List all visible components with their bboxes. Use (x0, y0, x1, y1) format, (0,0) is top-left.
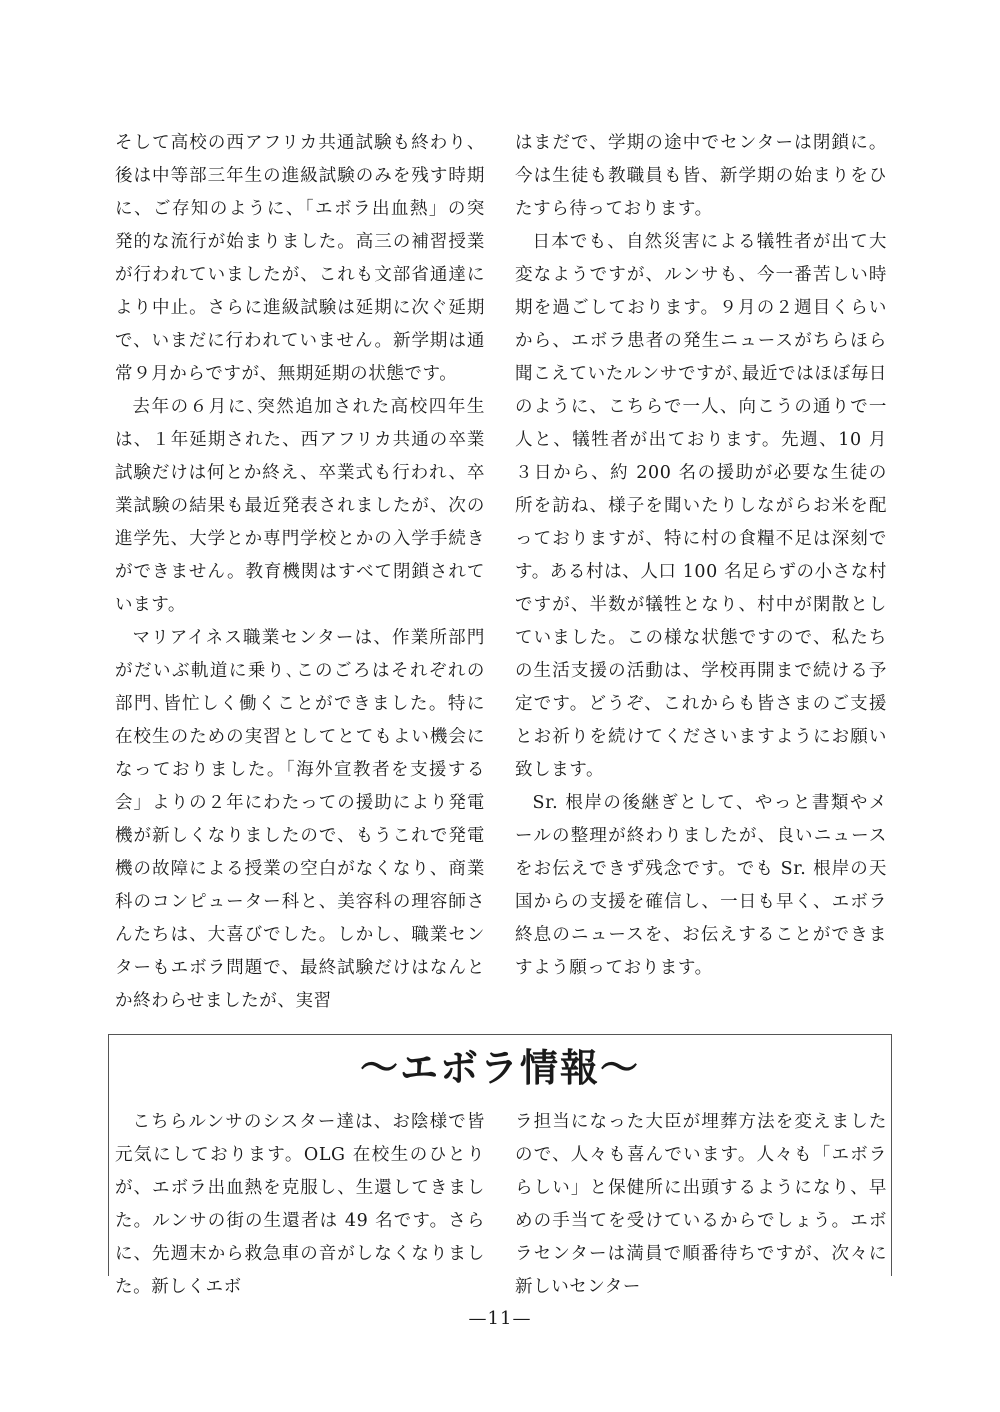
page-number: —11— (468, 1308, 532, 1329)
ebola-box-right-column (515, 1106, 887, 1304)
ebola-box-left-column (115, 1106, 485, 1304)
ebola-box-right-text: ラ担当になった大臣が埋葬方法を変えましたので、人々も喜んでいます。人々も「エボラらしい」と保健所に出頭するようになり、早めの手当てを受けているからでしょう。エボラセンターは満員で順番待ちですが、次々に新しいセンター (515, 1112, 887, 1297)
paragraph-lunsar-situation: 日本でも、自然災害による犠牲者が出て大変なようですが、ルンサも、今一番苦しい時期を過ごしております。９月の２週目くらいから、エボラ患者の発生ニュースがちらほら聞こえていたルンサですが､最近ではほぼ毎日のように、こちらで一人、向こうの通りで一人と、犠牲者が出ております。先週、10 月３日から、約 200 名の援助が必要な生徒の所を訪ね、様子を聞いたりしながらお米を配っておりますが、特に村の食糧不足は深刻です。ある村は、人口 100 名足らずの小さな村ですが、半数が犠牲となり、村中が閑散としていました。この様な状態ですので、私たちの生活支援の活動は、学校再開まで続ける予定です。どうぞ、これからも皆さまのご支援とお祈りを続けてくださいますようにお願い致します。 (515, 232, 887, 780)
article-left-column (115, 127, 485, 1018)
article-right-column (515, 127, 887, 985)
paragraph-vocational-center: マリアイネス職業センターは、作業所部門がだいぶ軌道に乗り､このごろはそれぞれの部門､皆忙しく働くことができました。特に在校生のための実習としてとてもよい機会になっておりました。「海外宣教者を支援する会」よりの２年にわたっての援助により発電機が新しくなりましたので、もうこれで発電機の故障による授業の空白がなくなり、商業科のコンピューター科と、美容科の理容師さんたちは、大喜びでした。しかし、職業センターもエボラ問題で、最終試験だけはなんとか終わらせましたが、実習 (115, 628, 485, 1011)
paragraph-center-closed: はまだで、学期の途中でセンターは閉鎖に。今は生徒も教職員も皆、新学期の始まりをひたすら待っております。 (515, 133, 887, 219)
paragraph-exams: そして高校の西アフリカ共通試験も終わり、後は中等部三年生の進級試験のみを残す時期に、ご存知のように、「エボラ出血熱」の突発的な流行が始まりました。高三の補習授業が行われていましたが、これも文部省通達により中止。さらに進級試験は延期に次ぐ延期で、いまだに行われていません。新学期は通常９月からですが、無期延期の状態です。 (115, 133, 485, 384)
paragraph-high-school-fourth-year: 去年の６月に､突然追加された高校四年生は、１年延期された、西アフリカ共通の卒業試験だけは何とか終え、卒業式も行われ、卒業試験の結果も最近発表されましたが、次の進学先、大学とか専門学校とかの入学手続きができません。教育機関はすべて閉鎖されています。 (115, 397, 485, 615)
ebola-box-left-text: こちらルンサのシスター達は、お陰様で皆元気にしております。OLG 在校生のひとりが、エボラ出血熱を克服し、生還してきました。ルンサの街の生還者は 49 名です。さらに、先週末から救急車の音がしなくなりました。新しくエボ (115, 1112, 485, 1297)
ebola-info-title: 〜エボラ情報〜 (359, 1045, 640, 1090)
paragraph-successor: Sr. 根岸の後継ぎとして、やっと書類やメールの整理が終わりましたが、良いニュースをお伝えできず残念です。でも Sr. 根岸の天国からの支援を確信し、一日も早く、エボラ終息のニュースを、お伝えすることができますよう願っております。 (515, 793, 887, 978)
